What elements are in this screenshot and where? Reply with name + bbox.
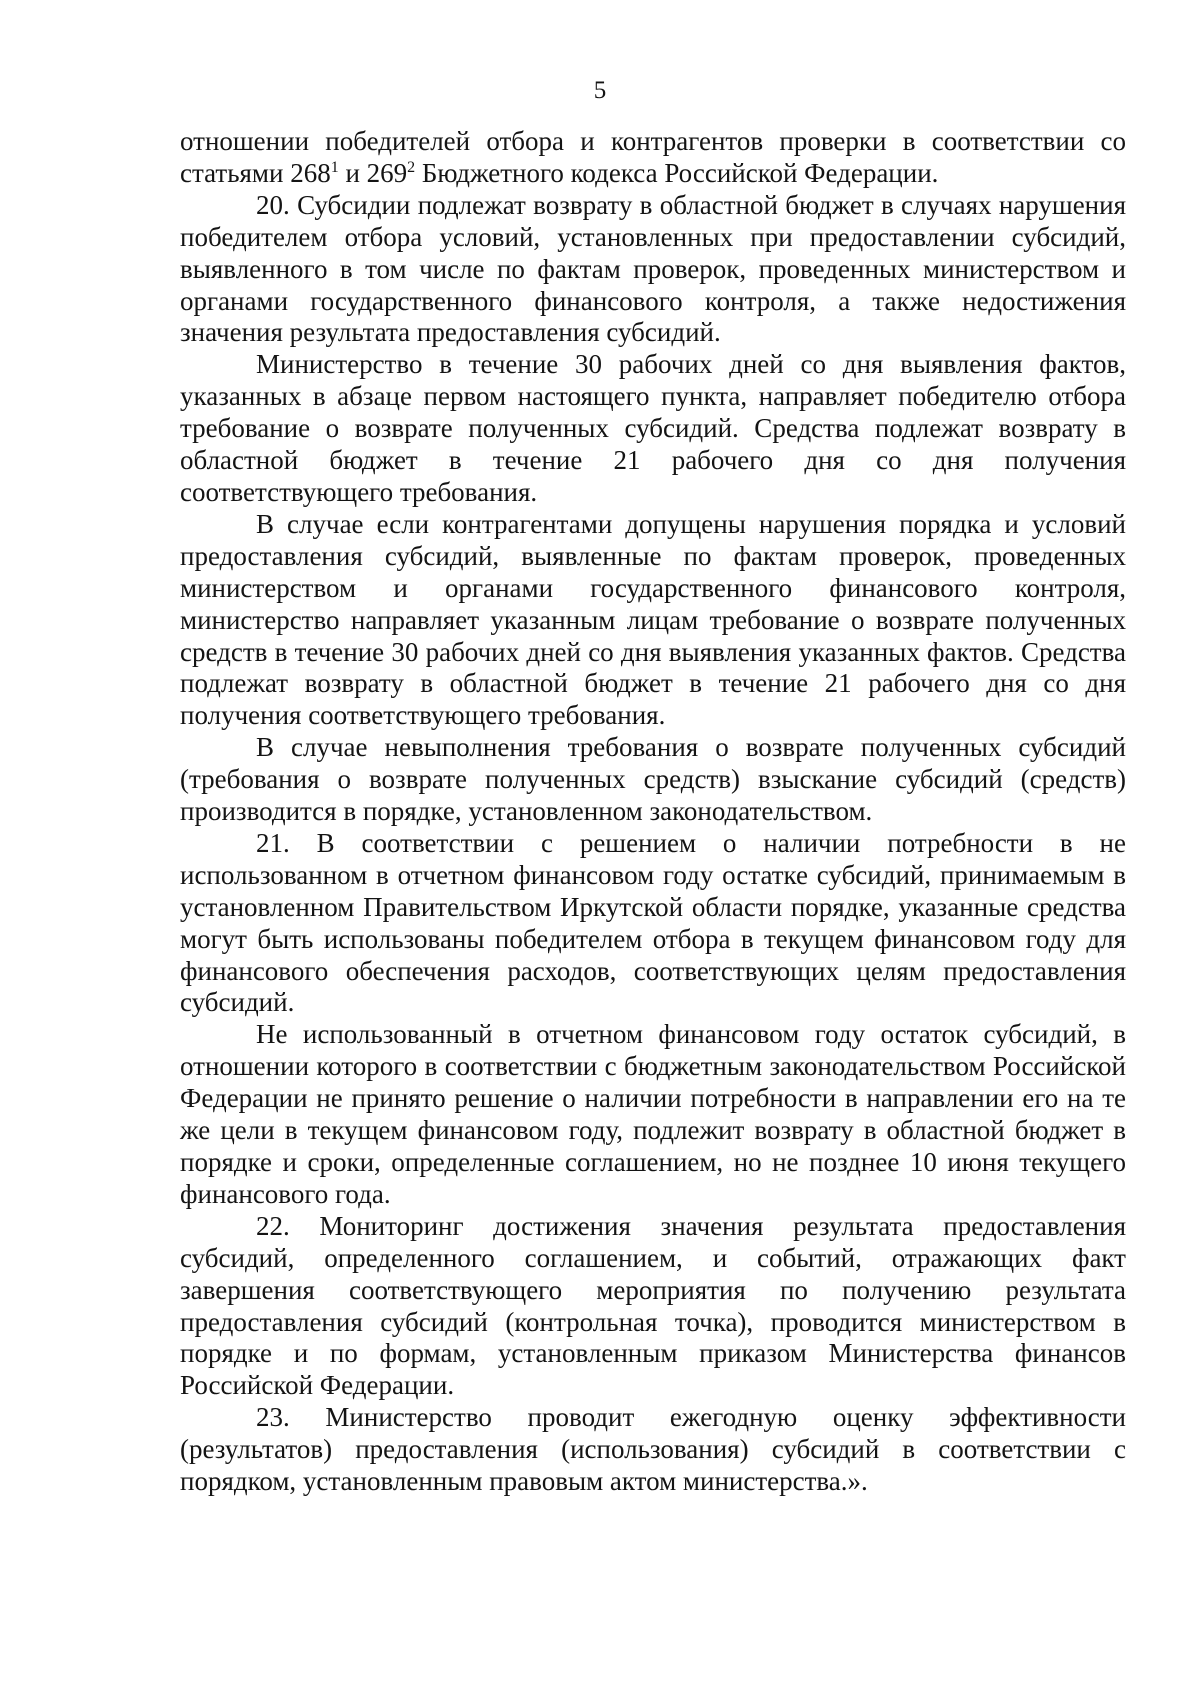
paragraph-text: отношении победителей отбора и контрагентов проверки в соответствии со статьями 268	[180, 126, 1126, 188]
paragraph-item-22: 22. Мониторинг достижения значения результата предоставления субсидий, определенного соглашением, и событий, отражающих факт завершения соответствующего мероприятия по получению результата предоставления субсидий (контрольная точка), проводится министерством в порядке и по формам, установленным приказом Министерства финансов Российской Федерации.	[180, 1210, 1126, 1401]
paragraph-item-21: 21. В соответствии с решением о наличии потребности в не использованном в отчетном финансовом году остатке субсидий, принимаемым в установленном Правительством Иркутской области порядке, указанные средства могут быть использованы победителем отбора в текущем финансовом году для финансового обеспечения расходов, соответствующих целям предоставления субсидий.	[180, 827, 1126, 1018]
paragraph: Министерство в течение 30 рабочих дней со дня выявления фактов, указанных в абзаце первом настоящего пункта, направляет победителю отбора требование о возврате полученных субсидий. Средства подлежат возврату в областной бюджет в течение 21 рабочего дня со дня получения соответствующего требования.	[180, 349, 1126, 507]
superscript: 2	[407, 158, 416, 176]
paragraph-text: Бюджетного кодекса Российской Федерации.	[415, 157, 939, 188]
paragraph: В случае если контрагентами допущены нарушения порядка и условий предоставления субсидий, выявленные по фактам проверок, проведенных министерством и органами государственного финансового контроля, министерство направляет указанным лицам требование о возврате полученных средств в течение 30 рабочих дней со дня выявления указанных фактов. Средства подлежат возврату в областной бюджет в течение 21 рабочего дня со дня получения соответствующего требования.	[180, 508, 1126, 731]
paragraph-item-23: 23. Министерство проводит ежегодную оценку эффективности (результатов) предоставления (использования) субсидий в соответствии с порядком, установленным правовым актом министерства.».	[180, 1402, 1126, 1497]
paragraph-item-20: 20. Субсидии подлежат возврату в областной бюджет в случаях нарушения победителем отбора условий, установленных при предоставлении субсидий, выявленного в том числе по фактам проверок, проведенных министерством и органами государственного финансового контроля, а также недостижения значения результата предоставления субсидий.	[180, 189, 1126, 348]
page-number: 5	[593, 77, 607, 104]
paragraph-text: и 269	[338, 157, 408, 188]
paragraph-continuation	[180, 126, 1126, 190]
paragraph: Не использованный в отчетном финансовом году остаток субсидий, в отношении которого в соответствии с бюджетным законодательством Российской Федерации не принято решение о наличии потребности в направлении его на те же цели в текущем финансовом году, подлежит возврату в областной бюджет в порядке и сроки, определенные соглашением, но не позднее 10 июня текущего финансового года.	[180, 1019, 1126, 1209]
paragraph: В случае невыполнения требования о возврате полученных субсидий (требования о возврате полученных средств) взыскание субсидий (средств) производится в порядке, установленном законодательством.	[180, 732, 1126, 827]
document-body	[180, 126, 1126, 1498]
superscript: 1	[330, 158, 339, 176]
